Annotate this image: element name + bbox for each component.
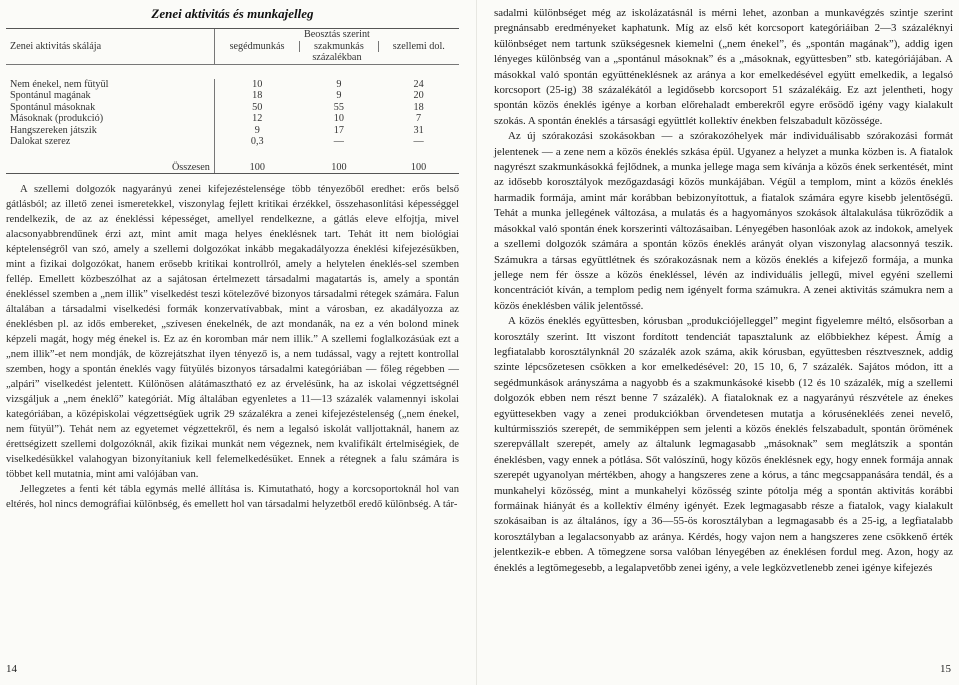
section-title: Zenei aktivitás és munkajelleg <box>151 6 314 21</box>
table-group-header: Beosztás szerint <box>214 29 459 41</box>
table-row: Hangszereken játszik 9 17 31 <box>10 124 424 136</box>
table-row: Másoknak (produkció) 12 10 7 <box>10 113 422 124</box>
table-row-header: Zenei aktivitás skálája <box>10 40 102 52</box>
paragraph: Jellegzetes a fenti két tábla egymás mellé állítása is. Kimutatható, hogy a korcsoportoknál hol van eltérés, hol nincs demográfiai különbség, és emellett hol van társadalmi helyzetből eredő különbség. A tár- <box>6 484 459 510</box>
col-header: szakmunkás <box>300 41 378 53</box>
table-row: Dalokat szerez 0,3 — — <box>10 136 424 147</box>
left-body-text <box>6 182 459 512</box>
paragraph: A szellemi dolgozók nagyarányú zenei kifejezéstelensége több tényezőből eredhet: erős belső gátlásból; az illető zenei ismeretekkel, viszonylag fejlett kritikai érzékkel, összehasonlítási képességgel rendelkezik, de az az énekléssi képességet, amellyel rendelkezne, a gátlás eleve elfojtja, mivel alacsonyabbrendűnek érzi azt, mint amit maga helyes éneklésnek tart. Tehát itt nem biológiai képtelenségről van szó, amely a szellemi dolgozókat inkább megakadályozza éneklési kifejezésükben, mint a fizikai dolgozókat, hanem erősebb kritikai kontrollról, amely a helytelen éneklés-sel szemben fellép. Emellett közbeszólhat az a sajátosan értelmezett társadalmi magatartás is, amely a spontán énekléssel szemben a „nem illik” viselkedést teszi kötelezővé bizonyos társadalmi rétegek számára. Falun általában a társadalmi viselkedési formák konzervatívabbak, mint a városban, ez akadályozza az éneklésben pl. az idős embereket, „szívesen énekelnék, de azt mondanák, na ez a vén bolond minek képzeli magát, hogy még énekel is. Ez az én koromban már nem illik.” A szellemi foglalkozásúak ezt a „nem illik”-et nem mondják, de közrejátszhat ilyen tényező is, a nem tudással, vagy a rejtett kontrollal szemben, hogy a spontán éneklés vagy fütyülés bizonyos társadalmi kategóriában — főleg régebben — „alpári” viselkedést jelentett. Különösen alátámasztható ez az érvelésünk, ha az iskolai végzettségnél vizsgáljuk a „nem éneklő” kategóriát. Míg általában egyenletes a 11—13 százalék valamennyi iskolai kategóriában, a középiskolai végzettségűek ugrik 29 százalékra a zenei kifejezéstelenség („nem énekel, nem fütyül”). Tehát nem az egyetemet végzettekről, és nem a legalsó iskolát valljottaknál, hanem az érettségizett szellemi dolgozóknál, akik fizikai munkát nem végeznek, nem kvalifikált értelmiségiek, de viselkedésükkel valahogyan bizonyítaniuk kell felemelkedésüket. Ennek a rétegnek a falu számára is többet kell mutatnia, mint ami valójában van. <box>6 184 459 480</box>
left-page <box>0 0 473 685</box>
table-row: Spontánul magának 18 9 20 <box>10 90 424 101</box>
page-gutter <box>476 0 477 685</box>
col-header: szellemi dol. <box>378 41 459 53</box>
table-row: Spontánul másoknak 50 55 18 <box>10 101 424 113</box>
music-activity-table <box>6 28 459 174</box>
total-label: Összesen <box>6 148 214 174</box>
paragraph: sadalmi különbséget még az iskolázatásnál is mérni lehet, azonban a munkavégzés szintje szerint pregnánsabb eredményeket kaphatunk. Míg az első két korcsoport kategóriáiban 2—3 százaléknyi különbséget nem tartunk szükségesnek kiemelni („nem énekel”, és „spontán magának”), addig igen lényeges különbség van a „spontánul másoknak” és a „másoknak, együttesben” stb. kategóriájában. A másokkal való spontán együtténeklésnek az aránya a kor emelkedésével együtt emelkedik, a legalsó korcsoport (25-ig) 38 százalékától a legidősebb korcsoport 51 százalékáig. Ez azt jelentheti, hogy spontán közös éneklés igénye a korban előrehaladt emberekről egyre erősödő igény vagy kialakult szokás. A spontán éneklés a társasági együttlét kollektív énekben felszabadult közössége. <box>494 7 953 127</box>
table-total-row: Összesen 100 100 100 <box>6 148 459 174</box>
paragraph: A közös éneklés együttesben, kórusban „produkciójelleggel” megint figyelemre méltó, elsősorban a korosztály szerint. Itt viszont fordított tendenciát tapasztalunk az előbbiekhez képest. Ámíg a legfiatalabb korosztálynknál 20 százalék azok száma, akik kórusban, együttesben résztvesznek, addig szinte lépcsőzetesen csökken a kor emelkedésével: 20, 15 10, 6, 7 százalék. Sajátos módon, itt a segédmunkások arányszáma a nagyobb és a szakmunkásoké kisebb (12 és 10 százalék, míg a szellemi dolgozók ebben nem részt benne 7 százalék). A fiataloknak ez a nagyarányú részvétele az énekes együttesekben vagy a zenei produkciókban örvendetesen mutatja a kórusénekléés zenei nevelő, kultúrmissziós szerepét, de semmiképpen sem jelenti a közös éneklés felszabadult, spontán örömének szerepvállalt szerepét, amely az általunk legmagasabb „másoknak” sem meglátszik a spontán éneklésben, vagy ennek a pótlása. Sőt valószínű, hogy közös éneklésnek egy, hogy ennek formája annak szerepét ugyanolyan mértékben, ahogy a hangszeres zene a kórus, a tánc megcsappanására tendál, és a munkahelyi közösség, mint a munkahelyi közösség szinte pótolja még a spontán aktivitás korábbi formáinak hiányát és a kollektív élmény igényét. Ezek legmagasabb része a fiatalok, vagy kialakult szokásaiban is az általános, így a 36—55-ös korosztályban a legmagasabb és a 25-ig, a legfiatalabb korosztályban a legalacsonyabb az aránya. Kérdés, hogy vajon nem a hangszeres zene csökkenő érték jelentkezik-e ebben. A tömegzene sorsa valóban lényegében az éneklésen fordul meg. Azon, hogy az éneklés a legtömegesebb, a legalapvetőbb zenei igény, a vele legközvetlenebb zenei igénye kifejezés <box>494 315 953 574</box>
right-page <box>480 0 959 685</box>
table-row: Nem énekel, nem fütyül 10 9 24 <box>10 78 424 90</box>
page-number: 14 <box>6 663 17 675</box>
paragraph: Az új szórakozási szokásokban — a szórakozóhelyek már individuálisabb szórakozási formát jelentenek — a zene nem a közös éneklés szkása épül. Ugyanez a helyzet a munka közben is. A fiatalok nagyrészt szakmunkásokká fejlődnek, a munka jellege maga sem kívánja a közös ének serkentését, mint az idősebb korosztályok mezőgazdasági közös munkájában. Végül a templom, mint a közös éneklés harmadik formája, amint már korábban bebizonyítottuk, a fiatalok számára egyre kisebb jelentőségű. Tehát a munka jellegének változása, a mulatás és a hagyományos szokások általakulása tükröződik a másokkal való spontán ének korszerinti változásaiban. Lényegében hasonlóak azok az indokok, amelyek a szellemi dolgozók számára a spontán közös éneklés arányát olyan viszonylag alacsonnyá teszik. Számukra a társas együttlétnek és szórakozásnak nem a közös éneklés a kifejező formája, a munka jellege nem fér össze a közös énekléssel, lévén az individuális jellegű, mivel egyéni szellemi koncentrációt kíván, a templom pedig nem igényelt forma számukra. A zenei aktivitás számukra nem a közös éneklésben válik jelentőssé. <box>494 130 953 312</box>
page-number: 15 <box>940 663 951 675</box>
col-header: segédmunkás <box>214 41 299 53</box>
table-unit: százalékban <box>214 52 459 64</box>
right-body-text <box>494 6 953 576</box>
